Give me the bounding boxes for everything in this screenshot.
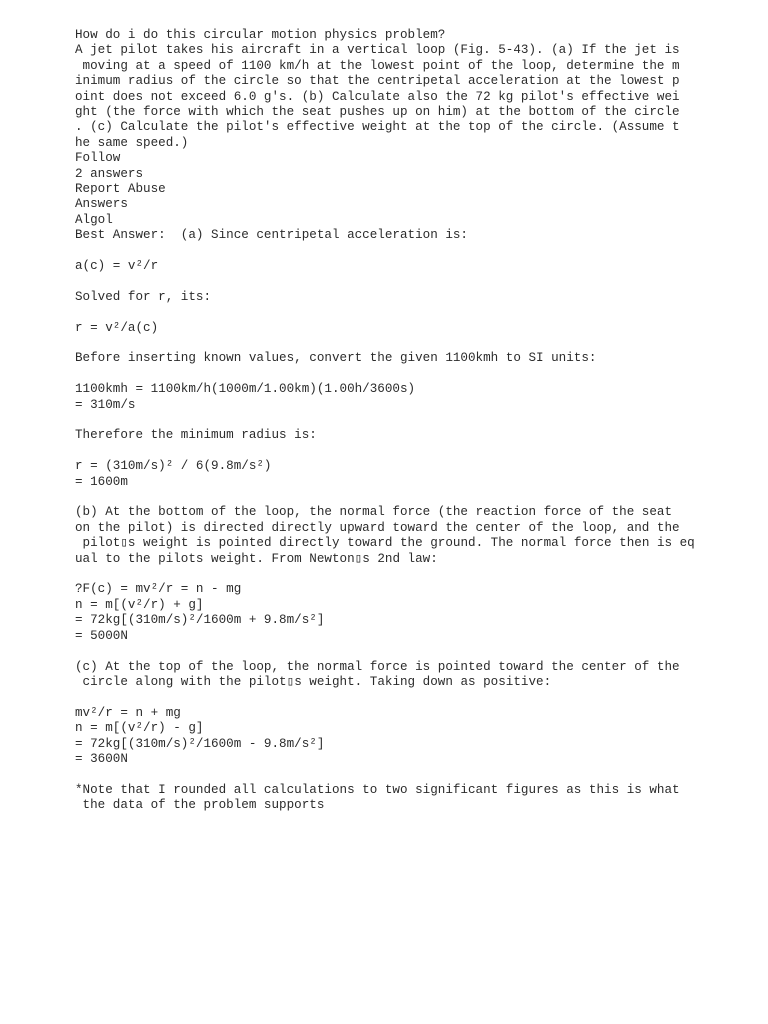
question-line: inimum radius of the circle so that the centripetal acceleration at the lowest p [75, 74, 680, 89]
answer-line: r = (310m/s)² / 6(9.8m/s²) [75, 459, 272, 474]
answer-line: mv²/r = n + mg [75, 705, 181, 720]
answer-paragraph [75, 505, 755, 567]
answer-paragraph [75, 582, 755, 644]
answer-line: Therefore the minimum radius is: [75, 428, 317, 443]
answer-paragraph [75, 459, 755, 490]
question-body [75, 43, 755, 151]
answer-line: = 310m/s [75, 397, 136, 412]
blank-line [75, 305, 755, 320]
report-abuse-link[interactable]: Report Abuse [75, 182, 166, 197]
answerer-name[interactable]: Algol [75, 212, 113, 227]
answer-line: n = m[(v²/r) - g] [75, 721, 204, 736]
answer-paragraph [75, 706, 755, 768]
answer-paragraph [75, 321, 755, 336]
question-line: . (c) Calculate the pilot's effective weight at the top of the circle. (Assume t [75, 120, 680, 135]
answer-line: pilot▯s weight is pointed directly toward the ground. The normal force then is eq [75, 536, 695, 551]
blank-line [75, 644, 755, 659]
answer-paragraph [75, 382, 755, 413]
answer-line: ?F(c) = mv²/r = n - mg [75, 582, 242, 597]
question-line: he same speed.) [75, 135, 189, 150]
answer-line: n = m[(v²/r) + g] [75, 597, 204, 612]
question-line: oint does not exceed 6.0 g's. (b) Calculate also the 72 kg pilot's effective wei [75, 89, 680, 104]
answer-line: = 72kg[(310m/s)²/1600m - 9.8m/s²] [75, 736, 325, 751]
answer-paragraph [75, 290, 755, 305]
answer-line: = 72kg[(310m/s)²/1600m + 9.8m/s²] [75, 613, 325, 628]
answer-line: ual to the pilots weight. From Newton▯s 2nd law: [75, 551, 438, 566]
blank-line [75, 336, 755, 351]
question-title: How do i do this circular motion physics problem? [75, 28, 446, 42]
answer-body [75, 244, 755, 814]
best-answer-first-line: Best Answer: (a) Since centripetal acceleration is: [75, 228, 468, 243]
answer-line: circle along with the pilot▯s weight. Taking down as positive: [75, 674, 552, 689]
answer-line: r = v²/a(c) [75, 320, 159, 335]
document-page [75, 28, 755, 814]
blank-line [75, 367, 755, 382]
answer-line: (b) At the bottom of the loop, the normal force (the reaction force of the seat [75, 505, 673, 520]
answer-count: 2 answers [75, 166, 144, 181]
answer-paragraph [75, 660, 755, 691]
blank-line [75, 444, 755, 459]
answer-line: (c) At the top of the loop, the normal force is pointed toward the center of the [75, 659, 680, 674]
answer-line: on the pilot) is directed directly upward toward the center of the loop, and the [75, 520, 680, 535]
answer-line: Before inserting known values, convert the given 1100kmh to SI units: [75, 351, 597, 366]
answer-line: 1100kmh = 1100km/h(1000m/1.00km)(1.00h/3600s) [75, 382, 416, 397]
answer-line: = 5000N [75, 628, 128, 643]
blank-line [75, 244, 755, 259]
follow-link[interactable]: Follow [75, 151, 121, 166]
answer-paragraph [75, 428, 755, 443]
blank-line [75, 413, 755, 428]
answer-line: *Note that I rounded all calculations to two significant figures as this is what [75, 782, 680, 797]
answer-line: Solved for r, its: [75, 289, 212, 304]
blank-line [75, 767, 755, 782]
blank-line [75, 567, 755, 582]
answers-heading: Answers [75, 197, 128, 212]
question-line: ght (the force with which the seat pushes up on him) at the bottom of the circle [75, 105, 680, 120]
blank-line [75, 690, 755, 705]
answer-line: a(c) = v²/r [75, 259, 159, 274]
question-line: moving at a speed of 1100 km/h at the lowest point of the loop, determine the m [75, 58, 680, 73]
blank-line [75, 274, 755, 289]
answer-line: the data of the problem supports [75, 798, 325, 813]
question-line: A jet pilot takes his aircraft in a vertical loop (Fig. 5-43). (a) If the jet is [75, 43, 680, 58]
answer-line: = 1600m [75, 474, 128, 489]
answer-line: = 3600N [75, 751, 128, 766]
blank-line [75, 490, 755, 505]
answer-paragraph [75, 259, 755, 274]
answer-paragraph [75, 783, 755, 814]
answer-paragraph [75, 351, 755, 366]
